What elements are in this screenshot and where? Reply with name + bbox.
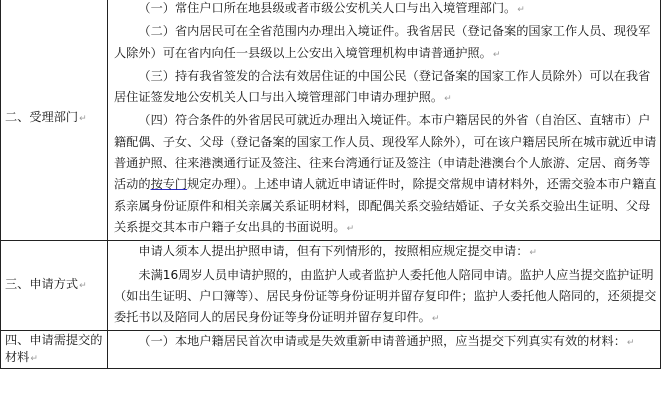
paragraph-mark: ↵ bbox=[346, 223, 355, 234]
row-content-cell bbox=[108, 0, 661, 241]
row-content-cell bbox=[108, 241, 661, 331]
paragraph-mark: ↵ bbox=[79, 114, 87, 125]
paragraph-mark: ↵ bbox=[529, 248, 537, 259]
row-label: 三、申请方式 bbox=[5, 277, 79, 292]
row-label-cell bbox=[1, 0, 108, 241]
paragraph: （三）持有我省签发的合法有效居住证的中国公民（登记备案的国家工作人员除外）可以在我省居住证签发地公安机关人口与出入境管理部门申请办理护照。↵ bbox=[114, 68, 651, 105]
paragraph: （一）本地户籍居民首次申请或是失效重新申请普通护照，应当提交下列真实有效的材料：↵ bbox=[138, 334, 635, 349]
paragraph: 申请人须本人提出护照申请，但有下列情形的，按照相应规定提交申请：↵ bbox=[138, 244, 537, 259]
underlined-text: 按专门 bbox=[150, 177, 188, 192]
paragraph-mark: ↵ bbox=[626, 338, 635, 349]
paragraph: （一）常住户口所在地县级或者市级公安机关人口与出入境管理部门。↵ bbox=[138, 1, 525, 15]
paragraph-mark: ↵ bbox=[492, 49, 501, 60]
table-row bbox=[1, 331, 661, 369]
paragraph-mark: ↵ bbox=[79, 281, 87, 292]
row-label-cell bbox=[1, 241, 108, 331]
row-label: 二、受理部门 bbox=[5, 110, 79, 125]
paragraph-mark: ↵ bbox=[444, 94, 452, 105]
paragraph: 未满16周岁人员申请护照的，由监护人或者监护人委托他人陪同申请。监护人应当提交监护证明（如出生证明、户口簿等）、居民身份证等身份证明并留存复印件；监护人委托他人陪同的，还须提交委托书以及陪同人的居民身份证等身份证明并留存复印件。↵ bbox=[114, 267, 657, 325]
row-content-cell bbox=[108, 331, 661, 369]
paragraph-mark: ↵ bbox=[431, 314, 440, 325]
row-label-cell bbox=[1, 331, 108, 369]
paragraph-mark: ↵ bbox=[30, 354, 38, 365]
table-row bbox=[1, 0, 661, 241]
paragraph-mark: ↵ bbox=[517, 5, 525, 15]
paragraph: （二）省内居民可在全省范围内办理出入境证件。我省居民（登记备案的国家工作人员、现役军人除外）可在省内向任一县级以上公安出入境管理机构申请普通护照。↵ bbox=[114, 24, 651, 60]
table-row bbox=[1, 241, 661, 331]
row-label: 四、申请需提交的材料 bbox=[5, 333, 103, 365]
paragraph: （四）符合条件的外省居民可就近办理出入境证件。本市户籍居民的外省（自治区、直辖市）户籍配偶、子女、父母（登记备案的国家工作人员、现役军人除外），可在该户籍居民所在城市就近申请普通护照、往来港澳通行证及签注、往来台湾通行证及签注（申请赴港澳台个人旅游、定居、商务等活动的按专门规定办理）。上述申请人就近申请证件时，除提交常规申请材料外，还需交验本市户籍直系亲属身份证原件和相关亲属关系证明材料，即配偶关系交验结婚证、子女关系交验出生证明、父母关系提交其本市户籍子女出具的书面说明。↵ bbox=[114, 113, 657, 234]
